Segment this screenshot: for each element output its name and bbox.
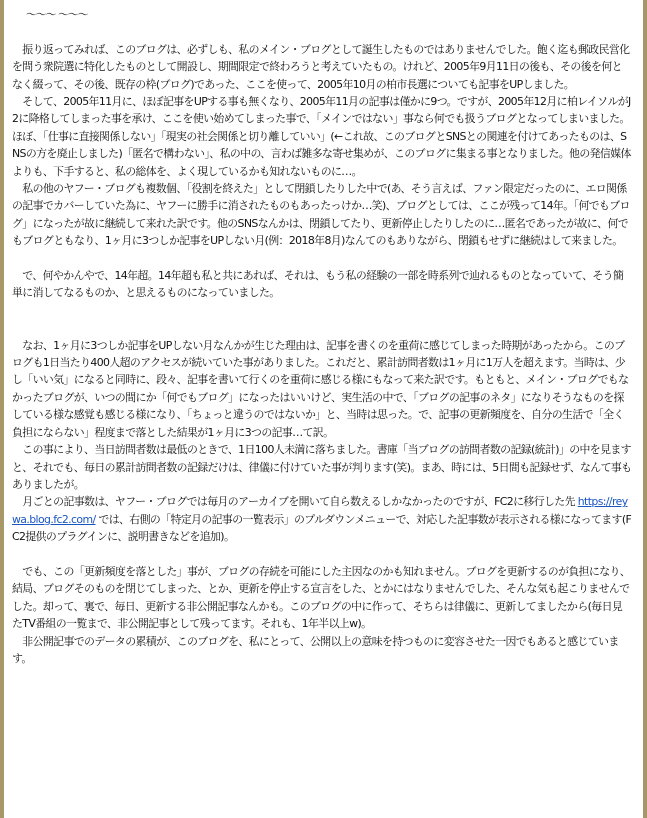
left-border <box>0 0 4 818</box>
blog-article-body <box>12 6 632 667</box>
paragraph-other-blogs: 私の他のヤフー・ブログも複数個、「役割を終えた」として閉鎖したりした中で(あ、そう言えば、ファン限定だったのに、エロ関係の記事でカバーしていた為に、ヤフーに勝手に消されたものもあったっけか…笑)、ブログとしては、ここが残って14年。「何でもブログ」になったが故に継続して来れた訳です。他のSNSなんかは、閉鎖してたり、更新停止したりしたのに…匿名であったが故に、何でもブログともなり、1ヶ月に3つしか記事をUPしない月(例：2018年8月)なんてのもありながら、閉鎖もせずに継続はして来ました。 <box>12 182 630 248</box>
fc2-blog-link[interactable]: https://reywa.blog.fc2.com/ <box>12 495 628 526</box>
paragraph-monthly-count-text-before: 月ごとの記事数は、ヤフー・ブログでは毎月のアーカイブを開いて自ら数えるしかなかったのですが、FC2に移行した先 <box>12 495 578 509</box>
paragraph-monthly-count <box>12 493 632 545</box>
paragraph-visitor-count: この事により、当日訪問者数は最低のときで、1日100人未満に落ちました。書庫「当ブログの訪問者数の記録(統計)」の中を見ますと、それでも、毎日の累計訪問者数の記録だけは、律儀に付けていた事が判ります(笑)。まあ、時には、5日間も記録せず、なんて事もありましたが。 <box>12 443 632 491</box>
paragraph-survival-reason: でも、この「更新頻度を落とした」事が、ブログの存続を可能にした主因なのかも知れません。ブログを更新するのが負担になり、結局、ブログそのものを閉じてしまった、とか、更新を停止する宣言をした、とかにはなりませんでした、そんな気も起こりませんでした。却って、裏で、毎日、更新する非公開記事なんかも。このブログの中に作って、そちらは律儀に、更新してましたから(毎日見たTV番組の一覧まで、非公開記事として残ってます。それも、1年半以上w)。 <box>12 564 631 631</box>
paragraph-origin: 振り返ってみれば、このブログは、必ずしも、私のメイン・ブログとして誕生したものではありませんでした。飽く迄も郵政民営化を問う衆院選に特化したものとして開設し、期間限定で終わろうと考えていたもの。けれど、2005年9月11日の後も、その後を何となく綴って、その後、既存の枠(ブログ)であった、ここを使って、2005年10月の柏市長選についても記事をUPしました。 <box>12 42 630 91</box>
paragraph-monthly-count-text-after: では、右側の「特定月の記事の一覧表示」のプルダウンメニューで、対応した記事数が表示される様になってます(FC2提供のプラグインに、説明書きなどを追加)。 <box>12 512 632 544</box>
paragraph-private-posts: 非公開記事でのデータの累積が、このブログを、私にとって、公開以上の意味を持つものに変容させた一因でもあると感じています。 <box>12 634 619 665</box>
paragraph-spacer <box>12 302 632 337</box>
paragraph-spacer <box>12 250 632 267</box>
section-divider: 〜〜〜 〜〜〜 <box>26 8 88 21</box>
paragraph-14-years: で、何やかんやで、14年超。14年超も私と共にあれば、それは、もう私の経験の一部を時系列で辿れるものとなっていて、そう簡単に消してなるものか、と思えるものになっていました。 <box>12 269 624 300</box>
paragraph-2005-november: そして、2005年11月に、ほぼ記事をUPする事も無くなり、2005年11月の記事は僅かに9つ。ですが、2005年12月に柏レイソルがJ2に降格してしまった事を承け、ここを使い始めてしまった事で、「メインではない」事なら何でも扱うブログとなってしまいました。ほぼ、「仕事に直接関係しない」「現実の社会関係と切り離していい」(←これ故、このブログとSNSとの関連を付けてあったものは、SNSの方を廃止しました)「匿名で構わない」、私の中の、言わば雑多な寄せ集めが、このブログに集まる事となりました。他の発信媒体よりも、下手すると、私の総体を、よく現しているかも知れないものに…。 <box>12 95 631 178</box>
right-border <box>643 0 647 818</box>
paragraph-update-frequency: なお、1ヶ月に3つしか記事をUPしない月なんかが生じた理由は、記事を書くのを重荷に感じてしまった時期があったから。このブログも1日当たり400人超のアクセスが続いていた事がありました。これだと、累計訪問者数は1ヶ月に1万人を超えます。当時は、少し「いい気」になると同時に、段々、記事を書いて行くのを重荷に感じる様にもなって来た訳です。もともと、メイン・ブログでもなかったブログが、いつの間にか「何でもブログ」になったはいいけど、実生活の中で、「ブログの記事のネタ」になりそうなものを探している様な感覚も感じる様になり、「ちょっと違うのではないか」と、当時は思った。で、記事の更新頻度を、自分の生活で「全く負担にならない」程度まで落とした結果が1ヶ月に3つの記事…て訳。 <box>12 338 629 439</box>
paragraph-spacer <box>12 546 632 563</box>
